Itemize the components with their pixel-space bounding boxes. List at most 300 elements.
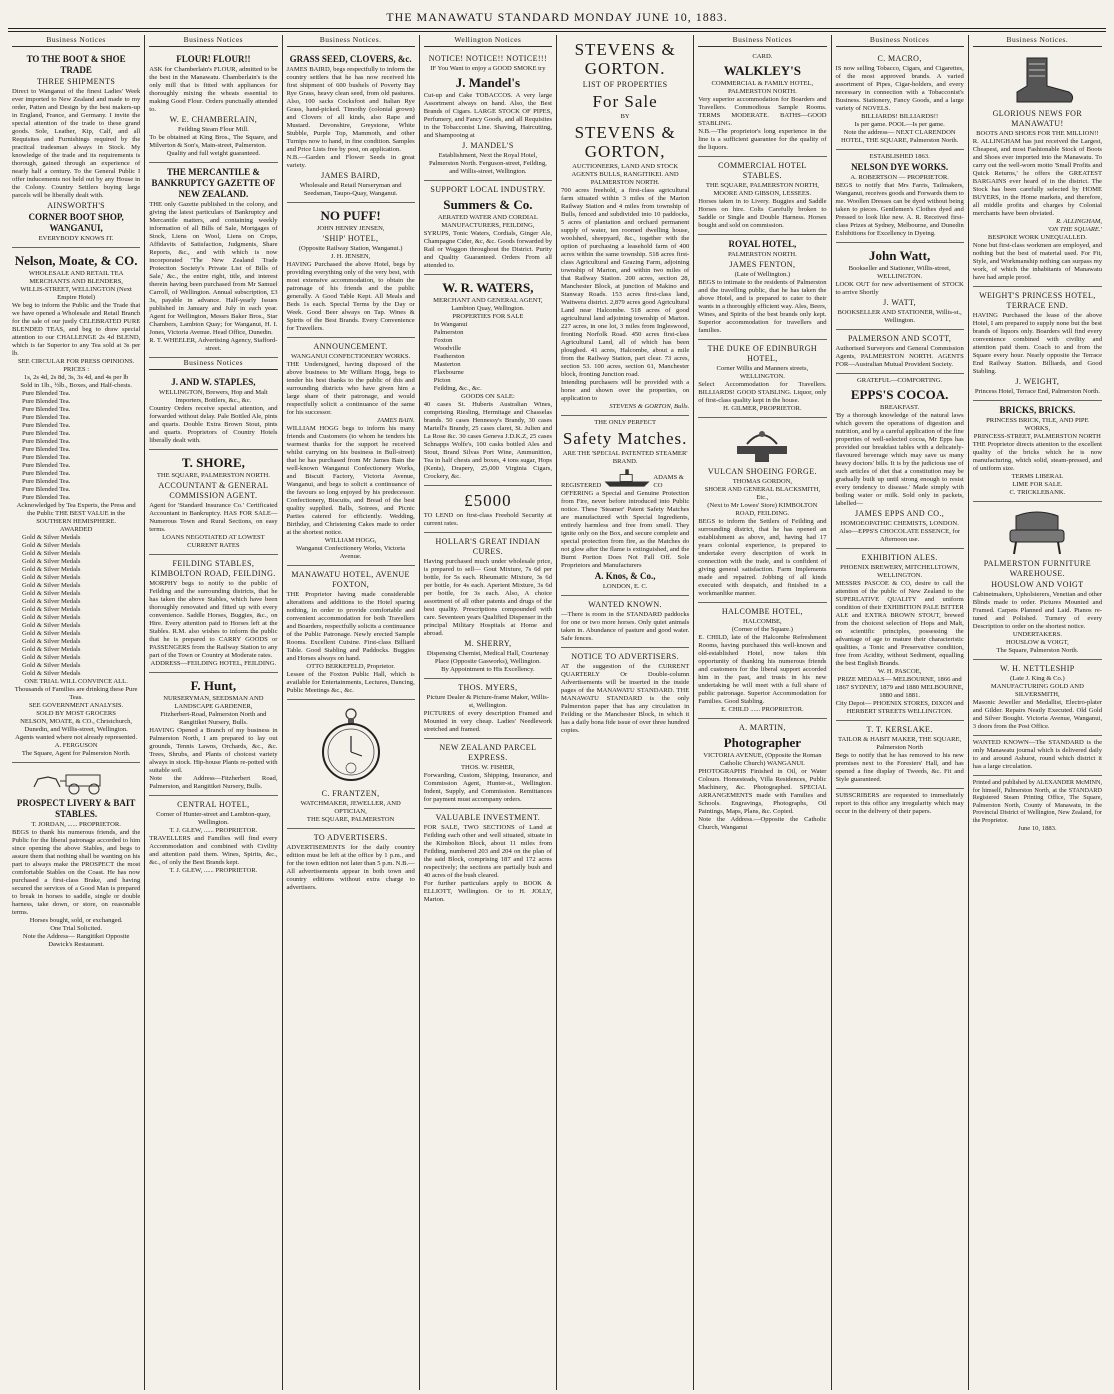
ad-body: Cut-up and Cake TOBACCOS. A very large Assortment always on hand. Also, the Best Brands of Cigars. LARGE STOCK OF PIPES, Perfumery, and Fancy Goods, and all Requisites in the Tobacconist Line. Shaving, Haircutting, and Shampooing at — [423, 92, 552, 139]
list-item: Gold & Silver Medals — [22, 646, 81, 653]
ad-body: R. ALLINGHAM has just received the Largest, Cheapest, and most Fashionable Stock of Boots and Shoes ever imported into the Manawatu. To carry out the well-worn motto 'Small Profits and Quick Returns,' he offers the GREATEST BARGAINS ever heard of in the district. The Stock has been carefully selected by HOME BUYERS, in the Home markets, and therefore, all middle profits and charges by Colonial merchants have been obviated. — [972, 138, 1102, 217]
ad-body: THE Proprietor directs attention to the excellent quality of the bricks which he is now manufacturing, which solid, steam-pressed, and of uniform size. — [972, 441, 1102, 472]
list-item: Gold & Silver Medals — [22, 654, 81, 661]
ad-safety-matches — [561, 416, 689, 596]
pure-tea-list — [12, 390, 140, 502]
ad-body: Horses taken in to Livery. Buggies and Saddle Horses on hire. Colts Carefully broken to Saddle or Single and Double Harness. Horses bought and sold on commission. — [698, 198, 827, 229]
list-item: Pure Blended Tea. — [22, 486, 71, 493]
ad-body: HAVING Opened a Branch of my business in Palmerston North, I am prepared to lay out grounds, Tennis Lawns, Orchards, &c., &c. Trees, Shrubs, and Plants of choicest variety always in stock. Hip-house Plants re-potted with suitable soil. — [149, 727, 278, 774]
ad-firm: HOUSLOW AND VOIGT — [991, 580, 1084, 589]
ad-body: Select Accommodation for Travellers. BILLIARDS! GOOD STABLING. Liquor, only of first-class quality kept in the house. — [698, 381, 827, 404]
ad-terms: TERMS LIBERAL — [1011, 473, 1064, 480]
ad-signature: J. WEIGHT, — [1015, 377, 1060, 386]
ad-late: (Late J. King & Co.) — [1010, 675, 1065, 682]
ad-established: ESTABLISHED 1863. — [869, 153, 930, 160]
ad-macro — [836, 50, 964, 150]
ad-signature: STEVENS & GORTON, Bulls. — [609, 403, 690, 410]
ad-subtitle: WELLINGTON, Brewers, Hop and Malt Importers, Bottlers, &c., &c. — [159, 389, 268, 404]
list-item: Featherston — [433, 353, 465, 360]
ad-signature: R. ALLINGHAM, — [1056, 218, 1102, 225]
ad-body: PICTURES of every description Framed and Mounted in very cheap. Ladies' Needlework stretched and framed. — [423, 710, 552, 733]
ad-loan — [424, 486, 552, 533]
ad-title: NELSON DYE WORKS. — [851, 162, 949, 172]
ad-ship-hotel — [287, 203, 415, 338]
column-header: Business Notices — [149, 358, 277, 370]
ad-baird-seeds — [287, 50, 415, 203]
ad-waters — [424, 275, 552, 486]
ad-signature: R. T. WHEELER, Advertising Agency, Stafford-street. — [149, 337, 278, 352]
ad-name: JOHN HENRY JENSEN, — [316, 225, 385, 232]
ad-subscribers — [836, 789, 964, 820]
ad-title: GRATEFUL—COMFORTING. — [857, 377, 943, 384]
ad-body: Direct to Wanganui of the finest Ladies' Week ever imported to New Zealand and made to my order, Patten and Design by the best makers-up in England, France, and Germany. I invite the special attention of the trade to these grand goods. Sole, Leather, Kip, Calf, and all Requisites and Furnishings required by the practical tradesman always in Stock. My knowledge of the trade and its requirements is thorough, gained through an experience of nearly half a century. To the General Public I offer inducements not held out by any House in the Colony. Country Settlers buying large parcels will be liberally dealt with. — [12, 88, 141, 199]
ad-subtitle: THREE SHIPMENTS — [37, 77, 116, 86]
ad-signature: J. MANDEL'S — [462, 141, 514, 150]
ad-signature: W. H. PASCOE, — [877, 668, 922, 675]
ad-feilding-stables — [149, 555, 277, 673]
ad-royal-hotel — [698, 235, 826, 340]
ad-opposite: (Opposite Railway Station, Wanganui.) — [298, 245, 403, 252]
column-5 — [557, 35, 694, 1390]
ad-subtitle: MANUFACTURING GOLD AND SILVERSMITH, — [990, 683, 1084, 698]
ad-epps-cocoa — [836, 374, 964, 549]
ad-body: We beg to inform the Public and the Trade that we have opened a Wholesale and Retail Branch for the sale of our justly CELEBRATED PURE BLENDED TEAS, and beg to draw special attention to our CHALLENGE 2s 4d BLEND, which is far Superior to any Tea sold at 3s per lb. — [12, 302, 141, 357]
ad-mill: Feilding Steam Flour Mill. — [178, 126, 249, 133]
ad-name: Summers & Co. — [443, 197, 533, 212]
list-item: Gold & Silver Medals — [22, 622, 81, 629]
ad-title: NO PUFF! — [320, 208, 381, 223]
ad-name: THOS. W. FISHER, — [461, 764, 515, 771]
ad-properties: PROPERTIES FOR SALE — [452, 313, 524, 320]
ad-mercantile-gazette — [149, 163, 277, 358]
list-item: Feilding, &c., &c. — [433, 385, 482, 392]
ad-chamberlain-flour — [149, 50, 277, 163]
ad-amount: £5000 — [464, 491, 512, 510]
ad-lessees: MOORE AND GIBSON, LESSEES. — [713, 190, 812, 197]
ad-subtitle: ARE THE 'SPECIAL PATENTED STEAMER' BRAND. — [562, 450, 688, 465]
list-item: Gold & Silver Medals — [22, 566, 81, 573]
ad-title: THOS. MYERS, — [458, 683, 518, 692]
registered-label: REGISTERED — [561, 482, 602, 489]
list-item: Gold & Silver Medals — [22, 590, 81, 597]
ad-body: LOOK OUT for new advertisement of STOCK to arrive Shortly — [835, 281, 964, 296]
ad-body: HAVING Purchased the lease of the above Hotel, I am prepared to supply none but the best brands of liquors only. Boarders will find every convenience combined with civility and attention paid them. Coach to and from the Square every hour. Nearly opposite the Terrace End Railway Station. Billiards, and Good Stabling. — [972, 312, 1102, 375]
ad-title: CENTRAL HOTEL, — [177, 800, 250, 809]
ad-body: Having purchased much under wholesale price, is prepared to sell— Gout Mixture, 7s 6d per bottle, for 5s each. Rheumatic Mixture, 3s 6d per bottle, for 4s each. Aperient Mixture, 3s 6d per bottle, for 3s each. Also, A choice assortment of all other patents and drugs of the best quality. Prescriptions compounded with care. Seventeen years Qualified Dispenser in the principal Military Hospitals at Home and abroad. — [423, 558, 552, 637]
ad-subtitle: NURSERYMAN, SEEDSMAN AND LANDSCAPE GARDENER, — [163, 695, 264, 710]
ad-body: THE Undersigned, having disposed of the above business to Mr William Hogg, begs to tender his best thanks to the public of this and surrounding districts who have given him a large share of their patronage, and would respectfully solicit a continuance of the same for his successor. — [286, 361, 415, 416]
list-item: Gold & Silver Medals — [22, 550, 81, 557]
ad-investment — [424, 809, 552, 908]
ad-prices-label: PRICES : — [63, 366, 90, 373]
ad-agent-location: The Square, Agent for Palmerston North. — [21, 750, 131, 757]
column-header: Wellington Notices — [424, 35, 552, 47]
ad-sold-by: SOLD BY MOST GROCERS — [36, 710, 116, 717]
columns — [8, 35, 1106, 1390]
ad-manawatu-hotel — [287, 566, 415, 700]
ad-firm: CORNER BOOT SHOP, WANGANUI, — [28, 212, 124, 233]
ad-lessee: Lessee of the Foxton Public Hall, which is available for Entertainments, Lectures, Dancing, Public Meetings &c., &c. — [286, 671, 415, 694]
ad-horses: Horses bought, sold, or exchanged. — [29, 917, 123, 924]
ad-thousands: Thousands of Families are drinking these Pure Teas. — [14, 686, 138, 701]
column-1 — [8, 35, 145, 1390]
ad-title: BRICKS, BRICKS. — [999, 405, 1076, 415]
list-item: Woodville — [433, 345, 462, 352]
list-item: Foxton — [433, 337, 453, 344]
ad-trial: One Trial Solicited. — [50, 925, 103, 932]
ad-subtitle: Corner of Hunter-street and Lambton-quay, Wellington. — [156, 811, 271, 826]
ad-title: W. H. NETTLESHIP — [1000, 664, 1075, 673]
ad-address: PRINCESS-STREET, PALMERSTON NORTH — [973, 433, 1101, 440]
ad-signature-role: Princess Hotel, Terrace End, Palmerston North. — [974, 388, 1100, 395]
ad-title: ANNOUNCEMENT. — [313, 342, 388, 351]
ad-appointment: By Appointment to His Excellency. — [441, 666, 535, 673]
ad-title: PROSPECT LIVERY & BAIT STABLES. — [16, 798, 136, 819]
ad-frantzen — [287, 700, 415, 829]
ad-cities: NELSON, MOATE, & CO., Christchurch, Dunedin, and Willis-street, Wellington. — [20, 718, 133, 733]
list-item: Gold & Silver Medals — [22, 598, 81, 605]
ad-title: ROYAL HOTEL, — [728, 239, 797, 249]
ad-signature: AINSWORTH'S — [47, 201, 106, 210]
list-item: Pure Blended Tea. — [22, 438, 71, 445]
ad-body: TRAVELLERS and Families will find every Accommodation and combined with Civility and attention paid them. Wines, Spirits, &c., &c., of only the Best Brands kept. — [149, 835, 278, 866]
ad-title: EXHIBITION ALES. — [861, 553, 938, 562]
ad-undertakers: UNDERTAKERS. — [1012, 631, 1062, 638]
ad-quality: Quality and full weight guaranteed. — [166, 150, 261, 157]
ad-heading: LIST OF PROPERTIES — [582, 80, 668, 89]
ad-body: Forwarding, Custom, Shipping, Insurance, and Commission Agent, Hunter-st., Wellington. Indent, Supply, and Commission. Remittances for payment must accompany orders. — [423, 772, 552, 803]
ad-also: Also—EPPS'S CHOCOLATE ESSENCE, for Afternoon use. — [839, 528, 961, 543]
ad-goods: GOODS ON SALE: — [460, 393, 515, 400]
ad-title: T. SHORE, — [181, 455, 245, 470]
ad-parcel-express — [424, 739, 552, 809]
ad-furniture — [973, 502, 1102, 660]
list-item: Gold & Silver Medals — [22, 574, 81, 581]
ad-title: VULCAN SHOEING FORGE. — [707, 467, 817, 476]
imprint-date: June 10, 1883. — [1018, 824, 1057, 832]
ad-title: THE MERCANTILE & BANKRUPTCY GAZETTE OF NEW ZEALAND. — [151, 167, 276, 199]
ad-summers — [424, 181, 552, 275]
ad-contact: For further particulars apply to BOOK & ELLIOTT, Wellington. Or to H. JOLLY, Marton. — [423, 880, 552, 903]
list-item: In Wanganui — [433, 321, 468, 328]
list-item: Gold & Silver Medals — [22, 638, 81, 645]
list-item: Pure Blended Tea. — [22, 470, 71, 477]
ad-bespoke: BESPOKE WORK UNEQUALLED. — [987, 234, 1087, 241]
ad-name: EPPS'S COCOA. — [850, 387, 949, 402]
ad-title: Nelson, Moate, & CO. — [14, 253, 138, 268]
list-item: Gold & Silver Medals — [22, 630, 81, 637]
ad-prospect-stables — [12, 763, 140, 953]
ad-billiards: BILLIARDS! BILLIARDS!! — [861, 113, 939, 120]
ad-subtitle: SHOER AND GENERAL BLACKSMITH, Etc., — [704, 486, 821, 501]
ad-for-sale: For Sale — [592, 92, 658, 111]
ad-body: ADVERTISEMENTS for the daily country edition must be left at the office by 1 p.m., and for the town edition not later than 5 p.m. N.B.—All advertisements appear in both town and country editions without extra charge to advertisers. — [286, 844, 415, 891]
list-item: Gold & Silver Medals — [22, 582, 81, 589]
ad-commercial-stables — [698, 157, 826, 235]
ad-indian-cures — [424, 533, 552, 679]
ad-subtitle: PRINCESS BRICK, TILE, AND PIPE WORKS, — [986, 417, 1089, 432]
column-6 — [694, 35, 831, 1390]
ad-body: ASK for Chamberlain's FLOUR, admitted to be the best in the Manawatu. Chamberlain's is the only mill that is fitted with appliances for thoroughly mixing the wheats essential to making Good Flour. Orders punctually attended to. — [149, 66, 278, 113]
ad-subtitle: WHOLESALE AND RETAIL TEA MERCHANTS AND BLENDERS, — [28, 270, 124, 285]
ad-corner: (Corner of the Square.) — [731, 626, 793, 633]
list-item: Pure Blended Tea. — [22, 390, 71, 397]
ad-hotel: 'SHIP' HOTEL, — [322, 234, 379, 243]
ad-title: SUPPORT LOCAL INDUSTRY. — [430, 185, 546, 194]
ad-staples — [149, 373, 277, 450]
ad-title: THE DUKE OF EDINBURGH HOTEL, — [707, 344, 818, 363]
ad-stevens-gorton — [561, 35, 689, 416]
column-header: Business Notices — [698, 35, 826, 47]
ad-subtitle: THE SQUARE, PALMERSTON NORTH. — [156, 472, 270, 479]
ad-title: TO ADVERTISERS. — [313, 833, 388, 842]
ad-proprietor: T. J. GLEW, ...... PROPRIETOR. — [169, 827, 258, 834]
ad-title: THE ONLY PERFECT — [594, 419, 656, 426]
ad-signature: E. CHILD ...... PROPRIETOR. — [721, 706, 804, 713]
ad-address: ADDRESS—FEILDING HOTEL, FEILDING. — [150, 660, 277, 667]
ad-subtitle: THE SQUARE, PALMERSTON NORTH, — [705, 182, 819, 189]
ad-notice-advertisers — [561, 648, 689, 739]
ad-title: WEIGHT'S PRINCESS HOTEL, TERRACE END. — [979, 291, 1096, 310]
ad-initials: J. H. JENSEN, — [330, 253, 371, 260]
list-item: Pure Blended Tea. — [22, 494, 71, 501]
ad-prices: 1s, 2s 4d, 2s 8d, 3s, 3s 4d, and 4s per lb — [23, 374, 129, 381]
boot-icon — [997, 56, 1077, 106]
ad-central-hotel — [149, 796, 277, 879]
ad-card: CARD. — [752, 53, 773, 60]
ad-martin-photographer — [698, 719, 826, 836]
ad-title: NEW ZEALAND PARCEL EXPRESS. — [439, 743, 537, 762]
ad-confectionery — [287, 338, 415, 566]
ad-intro: IF You Want to enjoy a GOOD SMOKE try — [430, 65, 546, 72]
ad-note: Note the Address—Fitzherbert Road, Palmerston, and Rangitikei Nursery, Bulls. — [149, 775, 278, 790]
ad-proprietor-2: T. J. GLEW, ...... PROPRIETOR. — [169, 867, 258, 874]
ad-subtitle: BOOTS AND SHOES FOR THE MILLION!! — [976, 130, 1099, 137]
ad-princess-hotel — [973, 287, 1102, 401]
list-item: Gold & Silver Medals — [22, 606, 81, 613]
ad-signature: JAMES BAIRD, — [321, 171, 381, 180]
ad-name: JAMES FENTON, — [729, 260, 796, 269]
ad-body: OFFERING a Special and Genuine Protection from Fire, never before introduced into Public notice. These 'Steamer' Patent Safety Matches are manufactured with Special Ingredients, entirely harmless and free from smell. They ignite only on the Box, and secure complete and special protection from fire, as the Matches do not glow after the flame is extinguished, and the Burnt Portion Does Not Fall Off. Sole Proprietors and Manufacturers — [561, 490, 690, 569]
ad-body: E. CHILD, late of the Halcombe Refreshment Rooms, having purchased this well-known and old-established Hotel, now takes this opportunity of thanking his numerous friends and customers for the liberal support accorded him in the past, and trusts in his new undertaking he will meet with a full share of public patronage. Superior Accommodation for Families. Good Stabling. — [698, 634, 827, 705]
ad-note: Note the Address— Rangitikei Opposite Dawick's Restaurant. — [22, 933, 130, 948]
ad-body: Agent for 'Standard Insurance Co.' Certificated Accountant in Bankruptcy. HAS FOR SALE—Numerous Town and Rural Sections, on easy terms. — [149, 502, 278, 533]
ad-title: A. MARTIN, — [738, 723, 786, 732]
ad-body: 'By a thorough knowledge of the natural laws which govern the operations of digestion and nutrition, and by a careful application of the fine properties of well-selected cocoa, Mr Epps has provided our breakfast tables with a delicately-flavoured beverage which may save us many heavy doctors' bills. It is by the judicious use of such articles of diet that a constitution may be gradually built up until strong enough to resist every tendency to disease.' Made simply with boiling water or milk. Sold only in packets, labelled— — [835, 412, 964, 507]
ad-signature: A. Knos, & Co., — [594, 571, 656, 581]
list-item: Gold & Silver Medals — [22, 614, 81, 621]
ad-firm: STEVENS & GORTON, — [574, 123, 676, 161]
ad-subtitle: Picture Dealer & Picture-frame Maker, Willis-st, Wellington. — [426, 694, 550, 709]
ad-role: AUCTIONEERS, LAND AND STOCK AGENTS BULLS, RANGITIKEI. AND PALMERSTON NORTH. — [571, 163, 679, 186]
ad-address: Fitzherbert-Road, Palmerston North and Rangitikei Nursery, Bulls. — [160, 711, 267, 726]
ad-palmerson-scott — [836, 330, 964, 374]
ad-kerslake — [836, 721, 964, 789]
ad-tagline: EVERYBODY KNOWS IT. — [38, 235, 114, 242]
ad-body: AT the suggestion of the CURRENT QUARTERLY Or Double-column Advertisements will be inserted in the inside pages of the MANAWATU STANDARD. THE MANAWATU STANDARD is the only Palmerston paper that has any circulation in Feilding or the Manchester Block, in which it has a daily bona fide issue of over three hundred copies. — [561, 663, 690, 734]
ad-signature: W. E. CHAMBERLAIN, — [169, 115, 258, 124]
ad-signature-2: 'ON THE SQUARE.' — [1047, 226, 1102, 233]
ad-subtitle: Corner Willis and Manners streets, WELLINGTON. — [716, 365, 809, 380]
ad-name: Safety Matches. — [562, 429, 688, 448]
ad-to-advertisers — [287, 829, 415, 896]
list-item: Gold & Silver Medals — [22, 670, 81, 677]
ad-signature: OTTO BERKEFELD, Proprietor. — [306, 663, 395, 670]
ad-agent-name: A. FERGUSON — [54, 742, 98, 749]
ad-name: WALKLEY'S — [723, 63, 802, 78]
ad-shore — [149, 450, 277, 555]
ad-body: Very superior accommodation for Boarders and Travellers. Commodious Sample Rooms. TERMS MODERATE. BATHS—GOOD STABLING. — [698, 96, 827, 127]
ad-body: MESSRS PASCOE & CO, desire to call the attention of the public of New Zealand to the SUPERLATIVE QUALITY and uniform condition of their EXHIBITION PALE BITTER ALE and EXTRA BROWN STOUT, brewed from the choicest selection of Hops and Malt, on scientific principles, possessing the advantage of age to mature their characteristic qualities, a Tonic and Preservative condition, free from Acidity, without Sediment, equalling the best English Brands. — [835, 580, 964, 667]
ad-closing: Intending purchasers will be provided with a horse and shown over the properties, on application to — [561, 379, 690, 402]
ad-body: THE Proprietor having made considerable alterations and additions to the Hotel sparing nothing, in order to provide comfortable and convenient accommodation for both Travellers and Boarders, respectfully solicits a continuance of the Public Patronage. Newly erected Sample Rooms. Excellent Cuisine. First-class Billiard Table. Good Stabling and Paddocks. Buggies and Horses always on hand. — [286, 591, 415, 662]
column-3 — [283, 35, 420, 1390]
ad-wanted-known-ashurst — [973, 736, 1102, 776]
column-header: Business Notices — [836, 35, 964, 47]
ad-title: HOLLAR'S GREAT INDIAN CURES. — [435, 537, 541, 556]
ad-trial: ONE TRIAL WILL CONVINCE ALL. — [24, 678, 128, 685]
ad-body: BEGS to intimate to the residents of Palmerston and the travelling public, that he has taken the above Hotel, and is prepared to cater to their wants in a thoroughly efficient way. Ales, Beers, Wines, and Spirits of the best brands only kept. Superior accommodation for travellers and families. — [698, 279, 827, 334]
ad-nelson-moate — [12, 248, 140, 763]
ad-body: Masonic Jeweller and Medallist, Electro-plater and Gilder. Repairs Neatly Executed. Old Gold and Silver Bought. Victoria Avenue, Wanganui, 3 doors from the Post Office. — [972, 699, 1102, 730]
ad-subtitle: PHOENIX BREWERY, MITCHELLTOWN, WELLINGTON. — [840, 564, 960, 579]
ad-depot: City Depot— PHOENIX STORES, DIXON and HERBERT STREETS WELLINGTON. — [835, 700, 964, 715]
ad-title: NOTICE TO ADVERTISERS. — [571, 652, 680, 661]
list-item: Gold & Silver Medals — [22, 542, 81, 549]
ad-title: STEVENS & GORTON. — [574, 40, 676, 78]
ad-address: Lambton Quay, Wellington. — [451, 305, 525, 312]
ad-body: 700 acres freehold, a first-class agricultural farm situated within 3 miles of the Marton Railway Station and 4 miles from township of Bulls, fenced and subdivided into 10 paddocks, 5 acres of plantation and orchard permanent supply of water, ten roomed dwelling house, woolshed, sheepyard, &c., together with the option of purchasing a leasehold farm of 400 acres within the same township. 518 acres first-class Agricultural and Grazing Farm, adjoining township of Marton, and within two miles of that Railway Station. 200 acres, section 28, Manchester Block, at junction of Makino and Stanway Roads. 153 acres first-class land, Waitwera district. 2,879 acres good Agricultural Land near Halcombe. 518 acres of good agricultural land adjoining township of Marton. 227 acres, in one lot, 3 miles from Ingleswood, fronting Norfolk Road. 450 acres first-class Agricultural Land, all of which has been ploughed. 41 acres, Halcombe, about a mile from the Railway Station, part clear. 73 acres, section 53. 100 acres, section 61, Manchester block, fronting Junction road. — [561, 187, 690, 378]
ad-proprietor: A. ROBERTSON — PROPRIETOR. — [850, 174, 949, 181]
ad-address: THE SQUARE, PALMERSTON — [306, 816, 395, 823]
ad-ainsworth — [12, 50, 140, 248]
ad-name: W. R. WATERS, — [442, 280, 534, 295]
ad-subtitle: PALMERSTON NORTH. — [727, 251, 797, 258]
list-item: Gold & Silver Medals — [22, 558, 81, 565]
ad-body: PHOTOGRAPHS Finished in Oil, or Water Colours. Homesteads, Villa Residences, Public Machinery, &c. Photographed. SPECIAL ARRANGEMENTS made with Families and Schools. Engravings, Photographs, Oil Paintings, Maps, Plans, &c. Copied. — [698, 768, 827, 815]
ad-loans: LOANS NEGOTIATED AT LOWEST CURRENT RATES — [162, 534, 265, 549]
ad-subtitle: WANGANUI CONFECTIONERY WORKS. — [291, 353, 411, 360]
ad-subtitle: COMMERCIAL & FAMILY HOTEL, PALMERSTON NORTH. — [711, 80, 814, 95]
list-item: Masterton — [433, 361, 461, 368]
ad-title: MANAWATU HOTEL, AVENUE FOXTON, — [291, 570, 410, 589]
armchair-icon — [1002, 508, 1072, 556]
ad-title: FEILDING STABLES, KIMBOLTON ROAD, FEILDING. — [151, 559, 276, 578]
column-7 — [832, 35, 969, 1390]
list-item: Flaxbourne — [433, 369, 464, 376]
ad-signature: M. SHERRY, — [464, 639, 512, 648]
masthead: THE MANAWATU STANDARD MONDAY JUNE 10, 1883. — [386, 10, 728, 24]
ad-myers — [424, 679, 552, 739]
adams-label: ADAMS & CO — [653, 474, 684, 489]
ad-body: IS now selling Tobacco, Cigars, and Cigarettes, of the most approved brands. A varied assortment of Pipes, Cigar-holders, and every necessary in connection with a Tobacconist's Business. Stationery, Fancy Goods, and a large variety of NOVELS. — [835, 65, 964, 112]
list-item: Pure Blended Tea. — [22, 422, 71, 429]
list-item: Gold & Silver Medals — [22, 534, 81, 541]
ad-vulcan-forge — [698, 418, 826, 603]
ad-bricks — [973, 401, 1102, 502]
ad-title: F. Hunt, — [190, 678, 237, 693]
ad-name: Photographer — [723, 735, 802, 750]
column-header: Business Notices — [12, 35, 140, 47]
ad-signature-2: WILLIAM HOGG, — [324, 537, 377, 544]
list-item: Pure Blended Tea. — [22, 446, 71, 453]
list-item: Pure Blended Tea. — [22, 478, 71, 485]
ad-title: NOTICE! NOTICE!! NOTICE!!! — [428, 54, 548, 63]
ad-proprietor: T. JORDAN, ...... PROPRIETOR. — [31, 821, 121, 828]
ad-mandel — [424, 50, 552, 181]
horseshoe-forge-icon — [727, 424, 797, 464]
ad-body: WANTED KNOWN—The STANDARD is the only Manawatu journal which is delivered daily to and around Ashurst, round which district it has a large circulation. — [972, 739, 1102, 770]
ad-subtitle-2: Wanganui Confectionery Works, Victoria Avenue. — [296, 545, 406, 560]
masthead-rule — [8, 28, 1106, 32]
column-header: Business Notices. — [287, 35, 415, 47]
ad-title: GLORIOUS NEWS FOR MANAWATU! — [992, 109, 1083, 128]
ad-location: LONDON, E. C. — [602, 583, 648, 590]
ad-signature: J. WATT, — [883, 298, 917, 307]
list-item: Pure Blended Tea. — [22, 454, 71, 461]
ad-title: COMMERCIAL HOTEL STABLES. — [718, 161, 807, 180]
ad-address: VICTORIA AVENUE, (Opposite the Roman Catholic Church) WANGANUI. — [703, 752, 822, 767]
ad-subtitle: TAILOR & HABIT MAKER, THE SQUARE, Palmerston North — [838, 736, 962, 751]
ad-prizes: PRIZE MEDALS— MELBOURNE, 1866 and 1867 SYDNEY, 1879 and 1880 MELBOURNE, 1880 and 1881. — [835, 676, 964, 699]
ad-signature: C. TRICKLEBANK. — [1009, 489, 1066, 496]
ad-role: Dispensing Chemist, Medical Hall, Courtenay Place (Opposite Gasworks), Wellington. — [426, 650, 549, 665]
ad-goods-body: 40 cases St. Huberts Australian Wines, comprising Riesling, Hermitage and Chasselas brands. 50 cases Hennessy's Brandy, 30 cases Martell's Brandy, 25 cases claret, St. Julien and La Rose &c. 30 cases Geneva J.D.K.Z, 25 cases Schnapps Wolfe's, 100 casks bottled Ales and Stout, Brand Silvas Port Wine, Ammunition, Tea in half chests and boxes, 4 tons sugar, Hops (Kents), Drapery, 25,000 Virginia Cigars, Crockery, &c. — [423, 401, 552, 480]
medal-list — [12, 534, 140, 678]
ad-walkley — [698, 50, 826, 157]
ad-allingham — [973, 50, 1102, 287]
ad-subtitle: HALCOMBE, — [743, 618, 782, 625]
imprint — [973, 776, 1102, 837]
ad-obtain: To be obtained at King Bros., The Square, and Milverton & Son's, Main-street, Palmerston. — [149, 134, 278, 149]
ad-signature: JAMES BAIN. — [377, 417, 415, 424]
ad-role: ACCOUNTANT & GENERAL COMMISSION AGENT. — [158, 481, 269, 500]
ad-title: FLOUR! FLOUR!! — [176, 54, 251, 64]
ad-exhibition-ales — [836, 549, 964, 721]
ad-body: BEGS to thank his numerous friends, and the Public for the liberal patronage accorded to him since opening the above Stables, and begs to assure them that nothing shall be wanting on his part to always make the PROSPECT the most comfortable Stables on the Coast. He has now purchased a first-class Brake, and having secured the services of a Good Man is prepared to break in horses to saddle, single or double harness, take down, or store, on reasonable terms. — [12, 829, 141, 916]
ad-note: SEE CIRCULAR FOR PRESS OPINIONS. — [17, 358, 135, 365]
town-list — [424, 321, 552, 393]
ad-late: (Late of Wellington.) — [734, 271, 791, 278]
pocket-watch-icon — [321, 706, 381, 786]
ad-acknowledged: Acknowledged by Tea Experts, the Press and the Public THE BEST VALUE in the SOUTHERN HEMISPHERE. — [16, 502, 136, 525]
ad-body: Cabinetmakers, Upholsterers, Venetian and other Blinds made to order. Pictures Mounted and Framed. Carpets Planned and Laid. Pianos re-tuned and Polished. Turnery of every Description to order on the shortest notice. — [972, 591, 1102, 630]
ad-title: PALMERSON AND SCOTT, — [847, 334, 952, 343]
ad-body: SYRUPS, Tonic Waters, Cordials, Ginger Ale, Champagne Cider, &c, &c. Goods forwarded by Rail or Waggon throughout the District. Purity and Quality Guaranteed. Orders From all attended to. — [423, 230, 552, 269]
ad-body: HAVING Purchased the above Hotel, begs by providing everything only of the very best, with most extensive accommodation, to obtain the patronage of his friends and the public generally. A Good Table Kept. All Meals and Beds 1s each. Special Terms by the Day or Week. Good Beer always on Tap. Wines & Spirits of the Best Brands. Every Convenience for Travellers. — [286, 261, 415, 332]
ad-signature: H. GILMER, PROPRIETOR. — [723, 405, 802, 412]
ad-role: Wholesale and Retail Nurseryman and Seedsman, Taupo-Quay, Wanganui. — [299, 182, 402, 197]
column-8 — [969, 35, 1106, 1390]
steamer-icon — [601, 466, 653, 490]
ad-title: WANTED KNOWN. — [588, 600, 662, 609]
ad-address: WILLIS-STREET, WELLINGTON (Next Empire Hotel) — [20, 286, 132, 301]
ad-nettleship — [973, 660, 1102, 736]
ad-govt: SEE GOVERNMENT ANALYSIS. — [28, 702, 124, 709]
ad-subtitle: BREAKFAST. — [880, 404, 920, 411]
ad-nelson-dye — [836, 150, 964, 243]
ad-hunt — [149, 673, 277, 796]
ad-title: C. FRANTZEN, — [321, 789, 380, 798]
ad-duke-edinburgh — [698, 340, 826, 418]
ad-john-watt — [836, 243, 964, 330]
column-header: Business Notices — [149, 35, 277, 47]
ad-body: Begs to notify that he has removed to his new premises next to the Foresters' Hall, and has opened a fine display of Tweeds, &c. Fit and Style guaranteed. — [835, 752, 964, 783]
ad-body: THE only Gazette published in the colony, and giving the latest particulars of Bankruptcy and Mercantile matters, and containing weekly information of all Bills of Sale, Mortgages of Stock, Liens on Wool, Liens on Crops, Affidavits of Satisfaction, Judgments, Share Reports, &c., and with which is now incorporated 'The New Zealand Trade Protection Society's Private List of Bills of Sale,' &c., the entire right, title, and interest therein having been purchased from Mr Samuel Carroll, of Wellington. Annual subscription, £3 3s, payable in advance. Half-yearly Issues published in January and July in each year. Agent for Wellington, Messrs Baker Bros., Star Chambers, Lambton Quay; for Wanganui, H. I. Jones, Victoria Avenue. Head Office, Dunedin. — [149, 201, 278, 336]
ad-signature: JAMES EPPS AND CO., — [855, 509, 945, 518]
ad-body: BEGS to notify that Mrs Farris, Tailmakers, Wanganui, receives goods and Forwards them to me. Woollen Dresses can be dyed without being taken to pieces. Gentlemen's Clothes dyed and Pressed to look like new. A. R. Received first-class Prizes at Sydney, Melbourne, and Dunedin Exhibitions for Excellency in Dyeing. — [835, 182, 964, 237]
ad-subtitle: Bookseller and Stationer, Willis-street, WELLINGTON. — [848, 265, 951, 280]
